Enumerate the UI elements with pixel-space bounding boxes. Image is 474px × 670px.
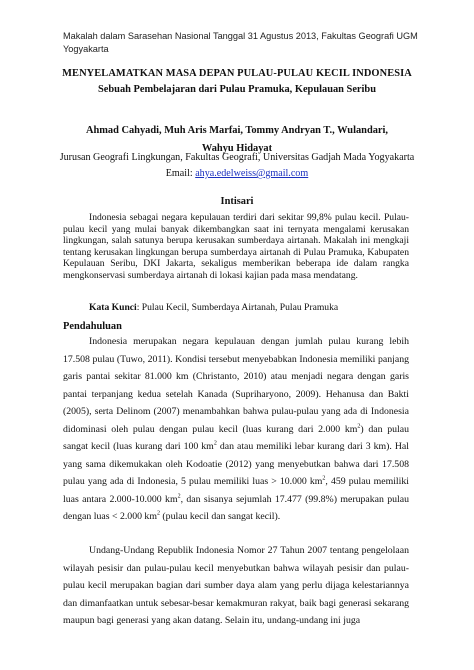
p1-text-c: dan atau memiliki lebar kurang dari 3 km). Hal yang sama dikemukakan oleh Kodoatie (2012) yang menyebutkan bahwa dari 17.508 pulau yang ada di Indonesia, 5 pulau memiliki luas > 10.000 km xyxy=(63,441,409,487)
paragraph-2: Undang-Undang Republik Indonesia Nomor 27 Tahun 2007 tentang pengelolaan wilayah pesisir dan pulau-pulau kecil menyebutkan bahwa wilayah pesisir dan pulau-pulau kecil merupakan bagian dari sumber daya alam yang perlu dijaga kelestariannya dan dimanfaatkan untuk sebesar-besar kemakmuran rakyat, baik bagi generasi sekarang maupun bagi generasi yang akan datang. Selain itu, undang-undang ini juga xyxy=(63,545,409,626)
email-label: Email: xyxy=(165,168,196,179)
superscript: 2 xyxy=(177,493,181,500)
superscript: 2 xyxy=(213,440,217,447)
superscript: 2 xyxy=(357,423,361,430)
keywords-label: Kata Kunci xyxy=(89,302,137,313)
authors-line-2: Wahyu Hidayat xyxy=(201,143,273,154)
paper-title: MENYELAMATKAN MASA DEPAN PULAU-PULAU KECIL INDONESIA xyxy=(62,68,412,79)
keywords xyxy=(63,302,409,313)
section-heading: Pendahuluan xyxy=(63,321,122,332)
superscript: 2 xyxy=(322,475,326,482)
paper-subtitle: Sebuah Pembelajaran dari Pulau Pramuka, Kepulauan Seribu xyxy=(98,84,376,95)
abstract-text: Indonesia sebagai negara kepulauan terdiri dari sekitar 99,8% pulau kecil. Pulau-pulau kecil yang mulai banyak dikembangkan saat ini ternyata mengalami kerusakan lingkungan, salah satunya berupa kerusakan sumberdaya airtanah. Makalah ini mengkaji tentang kerusakan lingkungan berupa sumberdaya airtanah di Pulau Pramuka, Kabupaten Kepulauan Seribu, DKI Jakarta, sekaligus memberikan beberapa ide dalam rangka mengkonservasi sumberdaya airtanah di lokasi kajian pada masa mendatang. xyxy=(63,212,409,281)
abstract-heading: Intisari xyxy=(220,196,254,207)
running-header: Makalah dalam Sarasehan Nasional Tanggal 31 Agustus 2013, Fakultas Geografi UGM Yogyakarta xyxy=(63,31,418,54)
authors-line-1: Ahmad Cahyadi, Muh Aris Marfai, Tommy Andryan T., Wulandari, xyxy=(85,125,389,136)
p1-text-f: (pulau kecil dan sangat kecil). xyxy=(159,511,281,522)
keywords-text: : Pulau Kecil, Sumberdaya Airtanah, Pulau Pramuka xyxy=(136,302,339,313)
email-link[interactable]: ahya.edelweiss@gmail.com xyxy=(195,168,309,179)
paragraph-1 xyxy=(63,333,409,526)
affiliation: Jurusan Geografi Lingkungan, Fakultas Geografi, Universitas Gadjah Mada Yogyakarta xyxy=(59,152,415,163)
superscript: 2 xyxy=(156,510,160,517)
p1-text-d: , 459 pulau memiliki luas antara 2.000-10.000 km xyxy=(63,476,409,505)
p1-text-a: Indonesia merupakan negara kepulauan dengan jumlah pulau kurang lebih 17.508 pulau (Tuwo, 2011). Kondisi tersebut menyebabkan Indonesia memiliki panjang garis pantai sekitar 81.000 km (Christanto, 2010) atau menjadi negara dengan garis pantai terpanjang kedua setelah Kanada (Supriharyono, 2009). Hehanusa dan Bakti (2005), serta Delinom (2007) menambahkan bahwa pulau-pulau yang ada di Indonesia didominasi oleh pulau dengan pulau kecil (luas kurang dari 2.000 km xyxy=(63,336,409,435)
p1-text-b: ) dan pulau sangat kecil (luas kurang dari 100 km xyxy=(63,423,409,452)
p1-text-e: , dan sisanya sejumlah 17.477 (99.8%) merupakan pulau dengan luas < 2.000 km xyxy=(63,493,409,522)
email-line xyxy=(40,168,434,179)
